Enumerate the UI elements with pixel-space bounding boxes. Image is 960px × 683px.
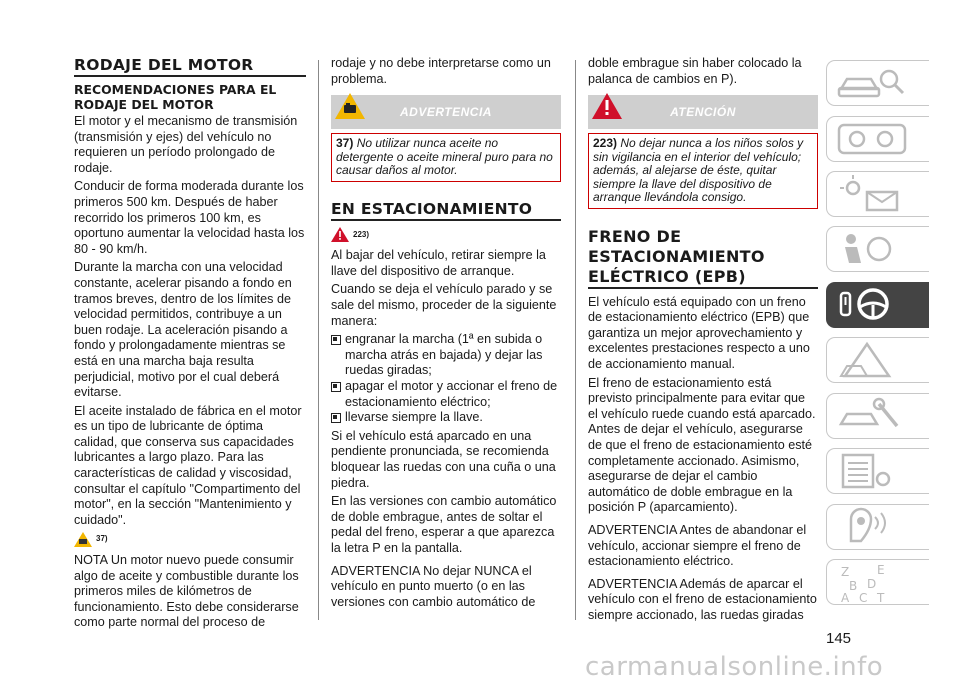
warning-title: ADVERTENCIA <box>400 105 492 120</box>
paragraph: El aceite instalado de fábrica en el motor es un tipo de lubricante de óptima calidad, que conserva sus capacidades lubricantes a largo plazo. Para las características de calidad y viscosidad, consultar el capítulo "Compartimento del motor", en la sección "Mantenimiento y cuidado". <box>74 403 302 527</box>
paragraph: Al bajar del vehículo, retirar siempre la llave del dispositivo de arranque. <box>331 248 546 278</box>
chapter-tab-lights-mail[interactable] <box>826 171 929 217</box>
chapter-tab-emergency[interactable] <box>826 337 929 383</box>
paragraph: ADVERTENCIA Además de aparcar el vehículo con el freno de estacionamiento siempre accionado, las ruedas giradas <box>588 576 817 622</box>
subsection-title-recomendaciones: RECOMENDACIONES PARA EL RODAJE DEL MOTOR <box>74 82 277 112</box>
paragraph: Conducir de forma moderada durante los primeros 500 km. Después de haber recorrido los primeros 100 km, es oportuno aumentar la velocidad hasta los 80 - 90 km/h. <box>74 179 305 256</box>
technical-data-list-icon <box>827 449 929 493</box>
column-1 <box>74 56 306 634</box>
svg-text:B: B <box>849 579 858 593</box>
alphabetical-index-icon <box>827 560 929 604</box>
warning-number: 37) <box>336 136 354 151</box>
chapter-tab-car-info[interactable] <box>826 60 929 106</box>
attention-number: 223) <box>593 136 618 151</box>
warning-text: No utilizar nunca aceite no detergente o aceite mineral puro para no causar daños al motor. <box>336 136 553 178</box>
page-number: 145 <box>826 630 852 647</box>
chapter-tab-dashboard[interactable] <box>826 116 929 162</box>
svg-text:Z: Z <box>841 565 850 579</box>
column-divider <box>318 60 319 620</box>
paragraph: El vehículo está equipado con un freno de estacionamiento eléctrico (EPB) que garantiza un mejor aprovechamiento y excelentes prestaciones respecto a uno de accionamiento manual. <box>588 294 810 372</box>
warning-triangle-car-icon <box>827 338 929 382</box>
paragraph: Si el vehículo está aparcado en una pendiente pronunciada, se recomienda bloquear las ruedas con una cuña o una piedra. <box>331 428 556 490</box>
chapter-tab-technical-data[interactable] <box>826 448 929 494</box>
bullet-icon <box>331 382 341 392</box>
reference-number: 223) <box>353 229 370 239</box>
attention-icon <box>331 227 349 242</box>
chapter-tab-index[interactable] <box>826 559 929 605</box>
paragraph: El motor y el mecanismo de transmisión (transmisión y ejes) del vehículo no requieren un período prolongado de rodaje. <box>74 114 298 175</box>
car-info-icon <box>827 61 929 105</box>
bullet-icon <box>331 413 341 423</box>
chapter-tab-safety[interactable] <box>826 226 929 272</box>
paragraph: El freno de estacionamiento está previsto principalmente para evitar que el vehículo ruede cuando está aparcado. Antes de dejar el vehículo, asegurarse de que el freno de estacionamiento esté completamente accionado. Asimismo, asegurarse de dejar el cambio automático de doble embrague en la posición P (aparcamiento). <box>588 375 816 515</box>
section-title-estacionamiento: EN ESTACIONAMIENTO <box>331 200 561 221</box>
key-steering-wheel-icon <box>827 283 929 327</box>
chapter-tab-maintenance[interactable] <box>826 393 929 439</box>
svg-text:C: C <box>859 591 868 604</box>
attention-header <box>588 95 818 129</box>
watermark: carmanualsonline.info <box>585 652 884 682</box>
list-item-text: engranar la marcha (1ª en subida o marcha atrás en bajada) y dejar las ruedas giradas; <box>345 332 543 378</box>
svg-text:T: T <box>877 591 885 604</box>
column-3 <box>588 56 818 627</box>
svg-text:E: E <box>877 563 885 577</box>
paragraph: Cuando se deja el vehículo parado y se sale del mismo, proceder de la siguiente manera: <box>331 282 557 328</box>
list-item <box>331 332 561 379</box>
bullet-icon <box>331 335 341 345</box>
paragraph: ADVERTENCIA Antes de abandonar el vehículo, accionar siempre el freno de estacionamiento eléctrico. <box>588 523 807 569</box>
column-2 <box>331 56 561 613</box>
svg-text:D: D <box>867 577 877 591</box>
engine-warning-icon <box>74 532 92 547</box>
paragraph: NOTA Un motor nuevo puede consumir algo de aceite y combustible durante los primeros miles de kilómetros de funcionamiento. Esto debe considerarse como parte normal del proceso de <box>74 553 299 630</box>
list-item <box>331 410 561 426</box>
attention-title: ATENCIÓN <box>670 105 736 120</box>
attention-text: No dejar nunca a los niños solos y sin vigilancia en el interior del vehículo; además, al alejarse de éste, quitar siempre la llave del dispositivo de arranque llevándola consigo. <box>593 136 804 205</box>
list-item-text: apagar el motor y accionar el freno de estacionamiento eléctrico; <box>345 379 558 409</box>
lights-mail-icon <box>827 172 929 216</box>
paragraph: Durante la marcha con una velocidad constante, acelerar pisando a fondo en tramos breves, dentro de los límites de velocidad permitidos, contribuye a un buen rodaje. La aceleración pisando a fondo y prolongadamente mientras se está en una marcha baja resulta perjudicial, motivo por el cual deberá evitarse. <box>74 260 292 400</box>
section-title-freno: FRENO DE ESTACIONAMIENTO ELÉCTRICO (EPB) <box>588 227 818 289</box>
warning-header <box>331 95 561 129</box>
paragraph: rodaje y no debe interpretarse como un problema. <box>331 56 551 86</box>
section-title-rodaje: RODAJE DEL MOTOR <box>74 56 306 77</box>
chapter-tab-starting-driving[interactable] <box>826 282 929 328</box>
svg-text:A: A <box>841 591 850 604</box>
attention-reference <box>331 227 561 243</box>
paragraph: En las versiones con cambio automático de doble embrague, antes de soltar el pedal del freno, esperar a que aparezca la letra P en la pantalla. <box>331 494 557 555</box>
warning-box <box>331 133 561 182</box>
attention-box <box>588 133 818 209</box>
paragraph: doble embrague sin haber colocado la palanca de cambios en P). <box>588 56 802 86</box>
wrench-car-icon <box>827 394 929 438</box>
list-item-text: llevarse siempre la llave. <box>345 410 483 425</box>
paragraph: ADVERTENCIA No dejar NUNCA el vehículo en punto muerto (o en las versiones con cambio automático de <box>331 563 536 609</box>
list-item <box>331 379 561 410</box>
column-divider <box>575 60 576 620</box>
chapter-tab-multimedia[interactable] <box>826 504 929 550</box>
warning-reference <box>74 531 306 547</box>
multimedia-icon <box>827 505 929 549</box>
airbag-safety-icon <box>827 227 929 271</box>
reference-number: 37) <box>96 534 108 544</box>
dashboard-icon <box>827 117 929 161</box>
